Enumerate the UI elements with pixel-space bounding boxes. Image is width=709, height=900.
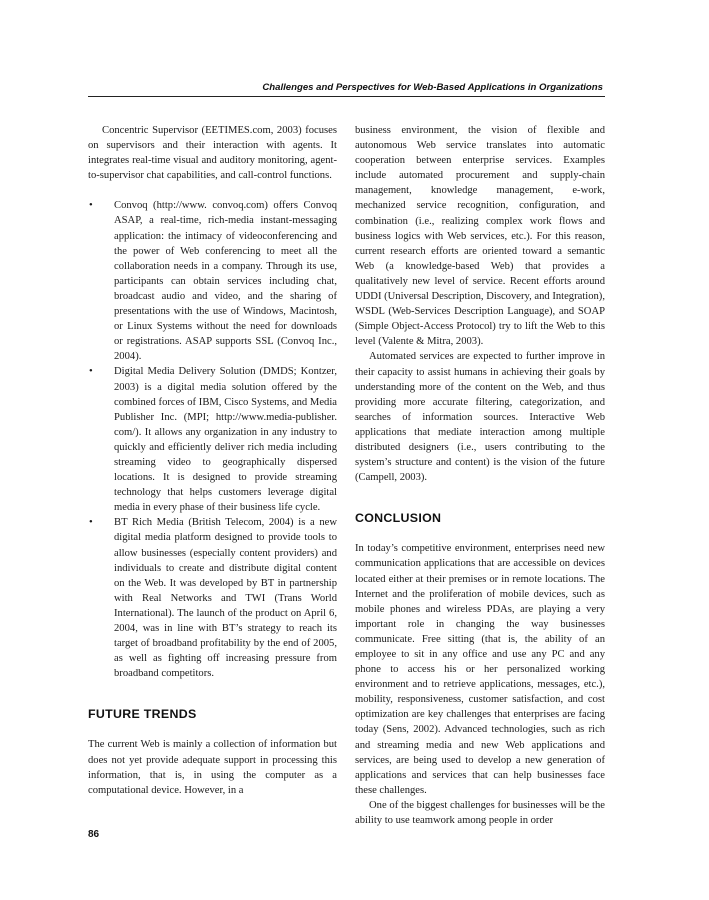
header-rule [88,96,605,97]
running-header: Challenges and Perspectives for Web-Based Applications in Organizations [262,82,603,93]
future-trends-heading: FUTURE TRENDS [88,707,197,722]
left-column [88,123,337,798]
bullet-list [88,198,337,681]
future-trends-paragraph: The current Web is mainly a collection of information but does not yet provide adequate support in processing this information, that is, in using the computer as a computational device. However, in a [88,739,337,796]
bullet-item-bt-rich-media: • BT Rich Media (British Telecom, 2004) is a new digital media platform designed to provide tools to allow businesses (especially content providers) and individuals to create and distribute digital content on the Web. It was developed by BT in partnership with Real Networks and TWI (Trans World International). The launch of the product on April 6, 2004, was in line with BT’s strategy to reach its target of broadband profitability by the end of 2005, as well as fighting off increasing pressure from broadband competitors. [88,515,337,681]
conclusion-paragraph-2: One of the biggest challenges for businesses will be the ability to use teamwork among people in order [355,799,605,827]
intro-paragraph: Concentric Supervisor (EETIMES.com, 2003) focuses on supervisors and their interaction with agents. It integrates real-time visual and auditory monitoring, agent-to-supervisor chat capabilities, and call-control functions. [88,125,337,182]
web-services-paragraph: business environment, the vision of flexible and autonomous Web service translates into automatic cooperation between enterprise services. Examples include automated procurement and supply-chain management, knowledge management, e-work, mechanized service recognition, configuration, and combination (i.e., realizing complex work flows and business logics with Web services, etc.). For this reason, current research efforts are oriented toward a semantic Web (a knowledge-based Web) that provides a qualitatively new level of service. Recent efforts around UDDI (Universal Description, Discovery, and Integration), WSDL (Web-Services Description Language), and SOAP (Simple Object-Access Protocol) try to lift the Web to this level (Valente & Mitra, 2003). [355,125,605,348]
conclusion-paragraph-1: In today’s competitive environment, enterprises need new communication applications that are accessible on devices located either at their premises or in remote locations. The Internet and the proliferation of mobile devices, such as mobile phones and wireless PDAs, are playing a very important role in changing the way businesses communicate. Free sitting (that is, the ability of an employee to sit in any office and use any PC and any phone to access his or her personalized working environment and to retrieve applications, messages, etc.), mobility, responsiveness, customer satisfaction, and cost optimization are key challenges that enterprises are facing today (Sens, 2002). Advanced technologies, such as rich and streaming media and new Web applications and services, are being used to develop a new generation of applications and services that can help businesses face these challenges. [355,543,605,796]
page-number: 86 [88,829,100,840]
bullet-item-dmds: • Digital Media Delivery Solution (DMDS; Kontzer, 2003) is a digital media solution offered by the combined forces of IBM, Cisco Systems, and Media Publisher Inc. (MPI; http://www.media-publisher. com/). It allows any organization in any industry to quickly and efficiently deliver rich media including streaming video to geographically dispersed locations. It is designed to provide streaming technology that helps customers leverage digital media in every phase of their business life cycle. [88,364,337,515]
conclusion-heading: CONCLUSION [355,511,442,526]
automated-services-paragraph: Automated services are expected to further improve in their capacity to assist humans in achieving their goals by understanding more of the content on the Web, and thus providing more accurate filtering, categorization, and searches of information sources. Interactive Web applications that mediate interaction among multiple distributed designers (i.e., users contributing to the system’s structure and content) is the vision of the future (Campell, 2003). [355,351,605,484]
bullet-item-convoq: • Convoq (http://www. convoq.com) offers Convoq ASAP, a real-time, rich-media instant-messaging application: the intimacy of videoconferencing and the power of Web conferencing to meet all the collaboration needs in a company. Through its use, participants can obtain services including chat, broadcast audio and video, and the sharing of presentations with the use of Windows, Macintosh, or Linux Systems without the need for downloads or registrations. ASAP supports SSL (Convoq Inc., 2004). [88,198,337,364]
right-column [355,123,605,828]
